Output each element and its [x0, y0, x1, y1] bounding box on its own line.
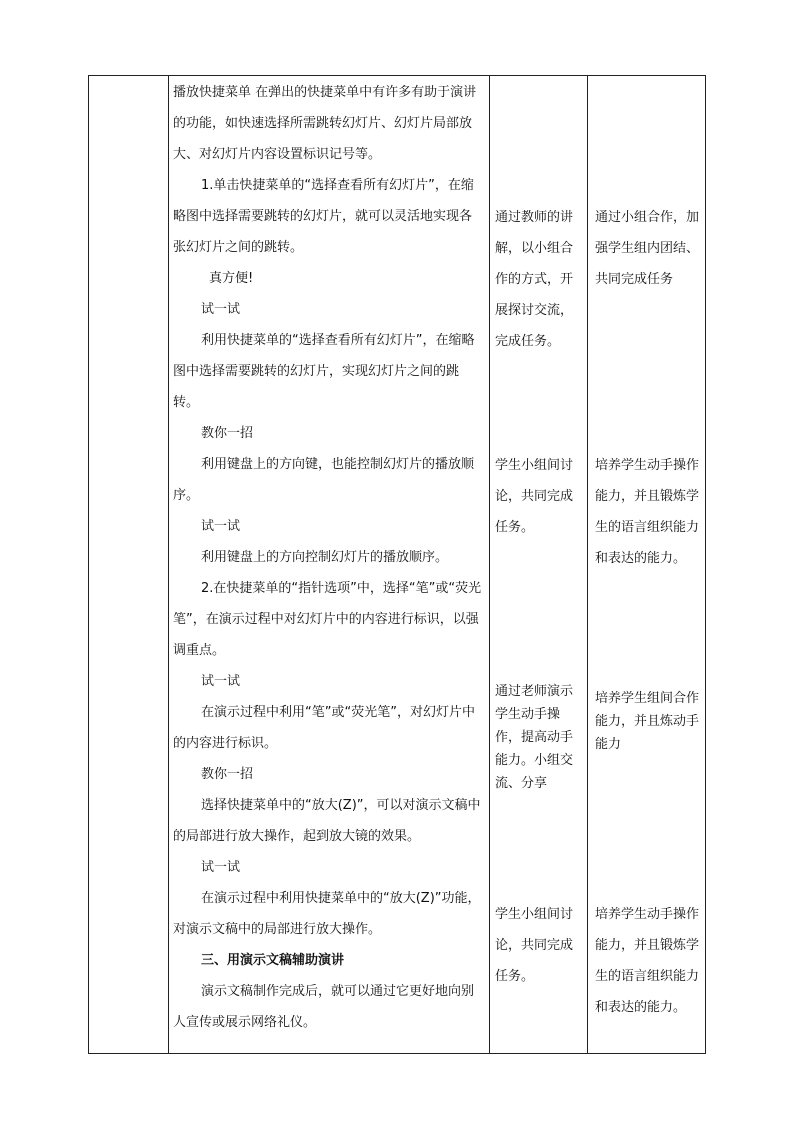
- student-activity-2: 学生小组间讨论，共同完成任务。: [495, 458, 574, 535]
- teaching-content-cell: [169, 76, 489, 1038]
- content-paragraph: 播放快捷菜单 在弹出的快捷菜单中有许多有助于演讲的功能，如快速选择所需跳转幻灯片、幻灯片局部放大、对幻灯片内容设置标识记号等。: [173, 85, 477, 162]
- design-intent-1: 通过小组合作，加强学生组内团结、共同完成任务: [595, 210, 700, 287]
- design-intent-4: 培养学生动手操作能力，并且锻炼学生的语言组织能力和表达的能力。: [595, 907, 700, 1015]
- content-paragraph: 在演示过程中利用“笔”或“荧光笔”，对幻灯片中的内容进行标识。: [173, 705, 475, 751]
- content-paragraph: 教你一招: [201, 426, 254, 441]
- content-paragraph: 在演示过程中利用快捷菜单中的“放大(Z)”功能，对演示文稿中的局部进行放大操作。: [173, 891, 481, 937]
- column-divider: [489, 76, 490, 1053]
- content-paragraph: 利用快捷菜单的“选择查看所有幻灯片”，在缩略图中选择需要跳转的幻灯片，实现幻灯片之间的跳转。: [173, 333, 475, 410]
- content-paragraph: 试一试: [201, 860, 241, 875]
- design-intent-2: 培养学生动手操作能力，并且锻炼学生的语言组织能力和表达的能力。: [595, 458, 700, 566]
- column-divider: [587, 76, 588, 1053]
- content-paragraph: 1.单击快捷菜单的“选择查看所有幻灯片”，在缩略图中选择需要跳转的幻灯片，就可以灵活地实现各张幻灯片之间的跳转。: [173, 178, 474, 255]
- content-paragraph: 利用键盘上的方向控制幻灯片的播放顺序。: [201, 550, 449, 565]
- content-paragraph: 试一试: [201, 302, 241, 317]
- content-paragraph: 利用键盘上的方向键，也能控制幻灯片的播放顺序。: [173, 457, 475, 503]
- section-heading: 三、用演示文稿辅助演讲: [201, 953, 345, 968]
- content-paragraph: 选择快捷菜单中的“放大(Z)”，可以对演示文稿中的局部进行放大操作，起到放大镜的效果。: [173, 798, 481, 844]
- content-paragraph: 2.在快捷菜单的“指针选项”中，选择“笔”或“荧光笔”，在演示过程中对幻灯片中的内容进行标识，以强调重点。: [173, 581, 482, 658]
- student-activity-1: 通过教师的讲解，以小组合作的方式，开展探讨交流，完成任务。: [495, 210, 574, 349]
- lesson-plan-table: [88, 75, 706, 1054]
- content-paragraph: 试一试: [201, 519, 241, 534]
- content-paragraph: 教你一招: [201, 767, 254, 782]
- student-activity-4: 学生小组间讨论，共同完成任务。: [495, 907, 574, 984]
- content-paragraph: 真方便!: [209, 271, 254, 286]
- student-activity-3: 通过老师演示学生动手操作，提高动手能力。小组交流、分享: [495, 684, 574, 791]
- design-intent-3: 培养学生组间合作能力，并且炼动手能力: [595, 691, 700, 752]
- content-paragraph: 演示文稿制作完成后，就可以通过它更好地向别人宣传或展示网络礼仪。: [173, 984, 475, 1030]
- content-paragraph: 试一试: [201, 674, 241, 689]
